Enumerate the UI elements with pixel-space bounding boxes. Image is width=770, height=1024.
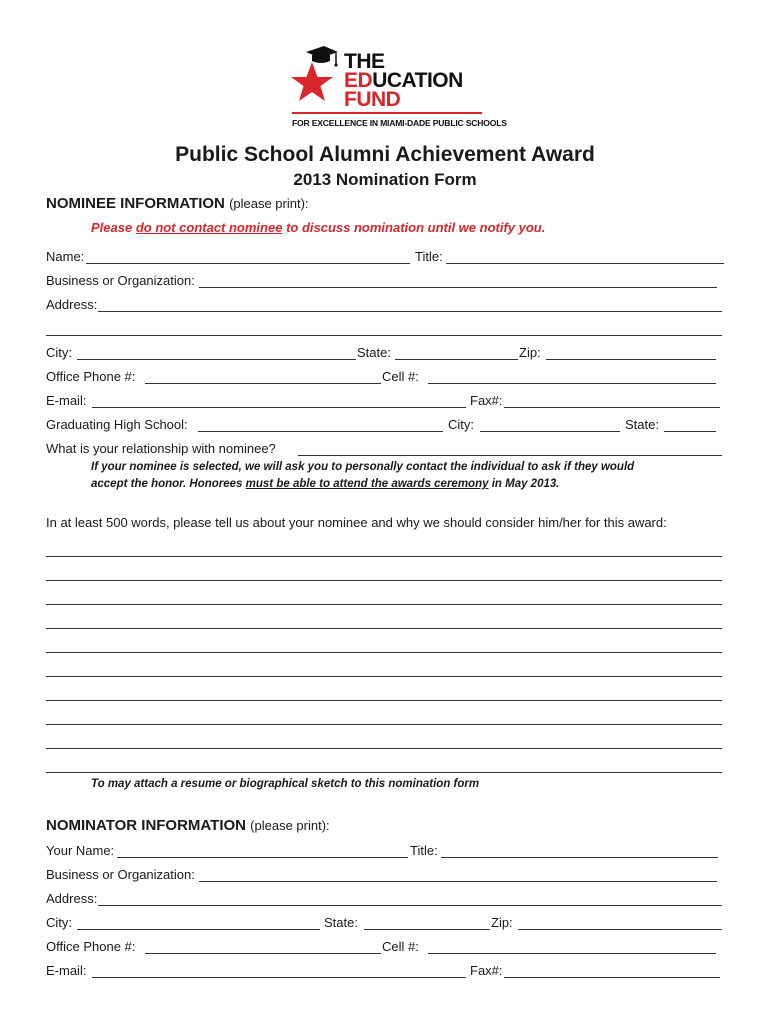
nominee-high-school-row — [46, 417, 726, 435]
nominee-title-field[interactable] — [446, 249, 724, 264]
nominee-zip-label: Zip: — [519, 345, 541, 360]
nominator-office-phone-field[interactable] — [145, 939, 381, 954]
nominee-title-label: Title: — [415, 249, 443, 264]
nominator-business-field[interactable] — [199, 867, 717, 882]
nominee-name-field[interactable] — [86, 249, 410, 264]
nominee-fax-label: Fax#: — [470, 393, 503, 408]
nominee-office-phone-field[interactable] — [145, 369, 381, 384]
nominee-hs-city-label: City: — [448, 417, 474, 432]
nominee-section-heading — [46, 195, 309, 212]
nominator-city-label: City: — [46, 915, 72, 930]
nominee-name-label: Name: — [46, 249, 85, 264]
star-graduation-cap-icon — [286, 44, 346, 114]
nominee-business-row — [46, 273, 726, 291]
nominator-state-label: State: — [324, 915, 358, 930]
nominator-cell-label: Cell #: — [382, 939, 419, 954]
nominator-name-field[interactable] — [117, 843, 408, 858]
nominee-state-field[interactable] — [395, 345, 518, 360]
nominee-relationship-field[interactable] — [298, 441, 722, 456]
nominee-high-school-field[interactable] — [198, 417, 443, 432]
nominator-city-field[interactable] — [77, 915, 320, 930]
selection-note-line-1: If your nominee is selected, we will ask you to personally contact the individual to ask if they would — [91, 461, 635, 473]
essay-line[interactable] — [46, 747, 722, 749]
logo-divider — [292, 112, 482, 114]
nominator-business-row — [46, 867, 726, 885]
nominee-phone-row — [46, 369, 726, 387]
nominee-zip-field[interactable] — [546, 345, 716, 360]
essay-line[interactable] — [46, 627, 722, 629]
nominator-name-row — [46, 843, 726, 861]
education-fund-logo — [286, 44, 507, 134]
nominator-heading-text: NOMINATOR INFORMATION — [46, 817, 246, 834]
nominee-hs-state-field[interactable] — [664, 417, 716, 432]
nominee-email-field[interactable] — [92, 393, 466, 408]
essay-prompt: In at least 500 words, please tell us about your nominee and why we should consider him/her for this award: — [46, 515, 667, 530]
nominee-address-row-2 — [46, 321, 726, 339]
nominee-relationship-label: What is your relationship with nominee? — [46, 441, 276, 456]
nominator-office-phone-label: Office Phone #: — [46, 939, 136, 954]
nominee-address-field-2[interactable] — [46, 321, 722, 336]
nominee-business-field[interactable] — [199, 273, 717, 288]
nominator-cell-field[interactable] — [428, 939, 716, 954]
essay-line[interactable] — [46, 675, 722, 677]
nominator-zip-label: Zip: — [491, 915, 513, 930]
nominee-state-label: State: — [357, 345, 391, 360]
nominee-heading-note: (please print): — [229, 196, 309, 211]
note-line2-underlined: must be able to attend the awards ceremony — [245, 478, 489, 490]
logo-wordmark — [344, 52, 463, 109]
nominator-zip-field[interactable] — [518, 915, 722, 930]
nominator-phone-row — [46, 939, 726, 957]
selection-note-line-2 — [91, 476, 634, 493]
attach-resume-note: To may attach a resume or biographical sketch to this nomination form — [91, 778, 480, 790]
essay-line[interactable] — [46, 603, 722, 605]
nominee-city-field[interactable] — [77, 345, 356, 360]
essay-line[interactable] — [46, 555, 722, 557]
nominator-city-row — [46, 915, 726, 933]
note-line2-pre: accept the honor. Honorees — [91, 478, 246, 490]
nominee-email-label: E-mail: — [46, 393, 87, 408]
nominator-fax-field[interactable] — [504, 963, 720, 978]
nominator-name-label: Your Name: — [46, 843, 115, 858]
do-not-contact-warning — [91, 220, 545, 235]
nominee-city-label: City: — [46, 345, 72, 360]
logo-line-the: THE — [344, 50, 385, 73]
warning-underlined: do not contact nominee — [135, 220, 283, 235]
selection-note — [91, 459, 634, 493]
nominator-address-field[interactable] — [98, 891, 722, 906]
nominee-city-row — [46, 345, 726, 363]
nominator-email-row — [46, 963, 726, 981]
nominee-hs-state-label: State: — [625, 417, 659, 432]
nominee-hs-city-field[interactable] — [480, 417, 620, 432]
essay-line[interactable] — [46, 579, 722, 581]
nominator-email-field[interactable] — [92, 963, 466, 978]
warning-post: to discuss nomination until we notify you. — [282, 220, 546, 235]
nominee-address-label: Address: — [46, 297, 98, 312]
nominee-fax-field[interactable] — [504, 393, 720, 408]
nominee-high-school-label: Graduating High School: — [46, 417, 188, 432]
nominator-section-heading — [46, 817, 330, 834]
logo-ucation: UCATION — [372, 69, 463, 92]
nominee-address-field[interactable] — [98, 297, 722, 312]
essay-line[interactable] — [46, 723, 722, 725]
nominee-cell-label: Cell #: — [382, 369, 419, 384]
nominee-relationship-row — [46, 441, 726, 459]
nominee-name-row — [46, 249, 726, 267]
warning-pre: Please — [91, 220, 136, 235]
nominee-address-row — [46, 297, 726, 315]
nominee-email-row — [46, 393, 726, 411]
nominator-heading-note: (please print): — [250, 818, 330, 833]
form-subtitle: 2013 Nomination Form — [293, 170, 477, 189]
nominator-title-field[interactable] — [441, 843, 718, 858]
nominee-cell-field[interactable] — [428, 369, 716, 384]
logo-ed: ED — [344, 69, 373, 92]
nominator-fax-label: Fax#: — [470, 963, 503, 978]
nominator-address-row — [46, 891, 726, 909]
nominee-office-phone-label: Office Phone #: — [46, 369, 136, 384]
nominator-state-field[interactable] — [364, 915, 490, 930]
note-line2-post: in May 2013. — [488, 478, 560, 490]
nominator-address-label: Address: — [46, 891, 98, 906]
nominator-business-label: Business or Organization: — [46, 867, 195, 882]
nominee-heading-text: NOMINEE INFORMATION — [46, 195, 225, 212]
form-title: Public School Alumni Achievement Award — [175, 143, 595, 166]
logo-tagline: FOR EXCELLENCE IN MIAMI-DADE PUBLIC SCHOOLS — [292, 118, 507, 128]
logo-line-fund: FUND — [344, 88, 401, 111]
nominator-email-label: E-mail: — [46, 963, 87, 978]
essay-line[interactable] — [46, 699, 722, 701]
essay-line[interactable] — [46, 771, 722, 773]
nominator-title-label: Title: — [410, 843, 438, 858]
nominee-business-label: Business or Organization: — [46, 273, 195, 288]
essay-line[interactable] — [46, 651, 722, 653]
